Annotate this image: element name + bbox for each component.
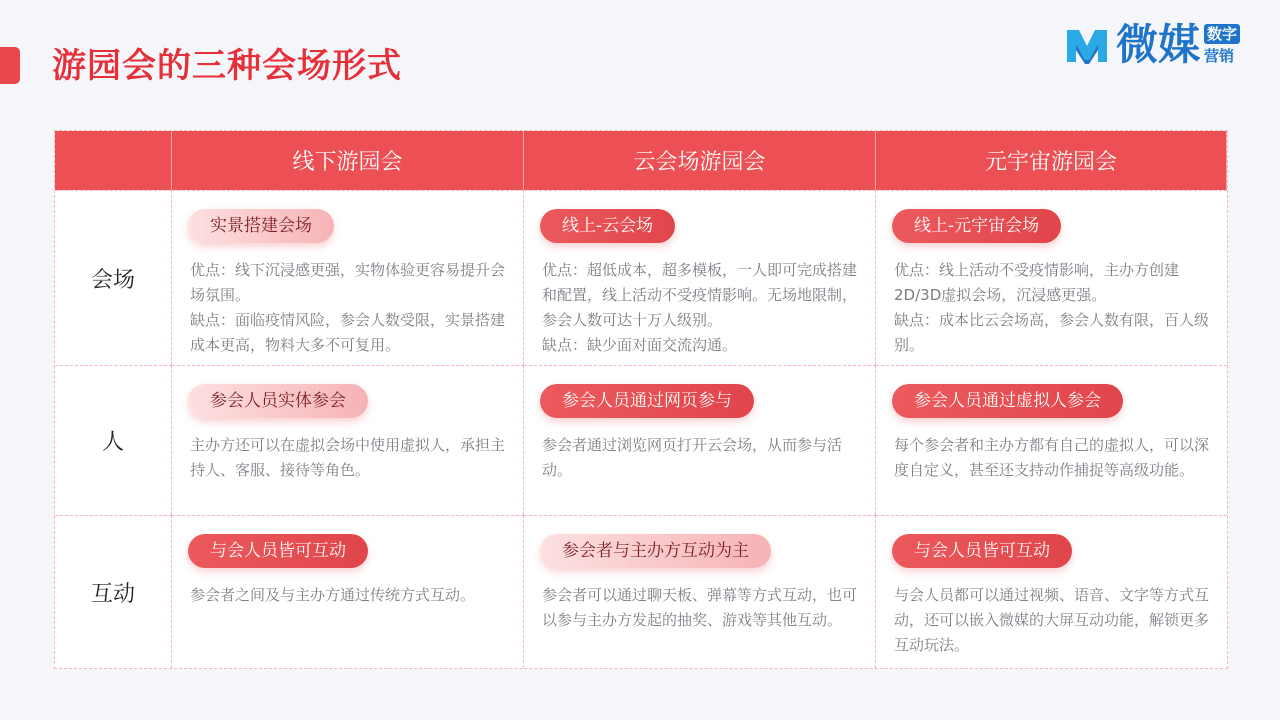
cell-description	[190, 583, 505, 608]
table-cell	[524, 190, 876, 365]
table-cell	[172, 190, 524, 365]
tag-pill: 参会人员实体参会	[188, 384, 368, 418]
cell-description	[190, 433, 505, 483]
table-cell	[172, 365, 524, 515]
row-label-people: 人	[55, 365, 172, 515]
brand-logo	[1062, 15, 1267, 75]
cell-description	[190, 258, 505, 358]
logo-sub	[1204, 24, 1240, 66]
description-line: 参会者通过浏览网页打开云会场，从而参与活动。	[542, 436, 843, 479]
table-cell	[876, 190, 1227, 365]
cell-description	[894, 258, 1209, 358]
description-line: 缺点：面临疫情风险，参会人数受限，实景搭建成本更高，物料大多不可复用。	[190, 311, 506, 354]
table-cell	[876, 365, 1227, 515]
description-line: 参会者可以通过聊天板、弹幕等方式互动，也可以参与主办方发起的抽奖、游戏等其他互动。	[542, 586, 858, 629]
table-cell	[524, 365, 876, 515]
description-line: 每个参会者和主办方都有自己的虚拟人，可以深度自定义，甚至还支持动作捕捉等高级功能。	[894, 436, 1210, 479]
description-line: 缺点：成本比云会场高，参会人数有限，百人级别。	[894, 311, 1210, 354]
description-line: 优点：线下沉浸感更强，实物体验更容易提升会场氛围。	[190, 261, 506, 304]
tag-pill: 线上-元宇宙会场	[892, 209, 1061, 243]
table-cell	[876, 515, 1227, 668]
description-line: 主办方还可以在虚拟会场中使用虚拟人，承担主持人、客服、接待等角色。	[190, 436, 506, 479]
page-title: 游园会的三种会场形式	[52, 46, 402, 86]
logo-chip: 数字	[1204, 24, 1240, 44]
logo-text: 微媒	[1116, 20, 1201, 69]
column-header-cloud: 云会场游园会	[524, 131, 876, 190]
description-line: 与会人员都可以通过视频、语音、文字等方式互动，还可以嵌入微媒的大屏互动功能，解锁更多互动玩法。	[894, 586, 1210, 654]
description-line: 缺点：缺少面对面交流沟通。	[542, 336, 738, 354]
description-line: 优点：线上活动不受疫情影响，主办方创建2D/3D虚拟会场，沉浸感更强。	[894, 261, 1180, 304]
description-line: 参会者之间及与主办方通过传统方式互动。	[190, 586, 476, 604]
table-cell	[172, 515, 524, 668]
row-label-interaction: 互动	[55, 515, 172, 668]
header-corner	[55, 131, 172, 190]
column-header-metaverse: 元宇宙游园会	[876, 131, 1227, 190]
logo-small-text: 营销	[1204, 47, 1235, 65]
table-cell	[524, 515, 876, 668]
cell-description	[542, 258, 857, 358]
comparison-table	[54, 130, 1228, 669]
tag-pill: 参会者与主办方互动为主	[540, 534, 771, 568]
logo-m-icon	[1062, 20, 1112, 70]
tag-pill: 参会人员通过虚拟人参会	[892, 384, 1123, 418]
cell-description	[542, 583, 857, 633]
tag-pill: 线上-云会场	[540, 209, 675, 243]
row-label-venue: 会场	[55, 190, 172, 365]
tag-pill: 实景搭建会场	[188, 209, 334, 243]
column-header-offline: 线下游园会	[172, 131, 524, 190]
title-accent-bar	[0, 47, 20, 84]
cell-description	[542, 433, 857, 483]
tag-pill: 与会人员皆可互动	[188, 534, 368, 568]
cell-description	[894, 433, 1209, 483]
description-line: 优点：超低成本，超多模板，一人即可完成搭建和配置，线上活动不受疫情影响。无场地限制，参会人数可达十万人级别。	[542, 261, 858, 329]
tag-pill: 与会人员皆可互动	[892, 534, 1072, 568]
tag-pill: 参会人员通过网页参与	[540, 384, 754, 418]
cell-description	[894, 583, 1209, 658]
